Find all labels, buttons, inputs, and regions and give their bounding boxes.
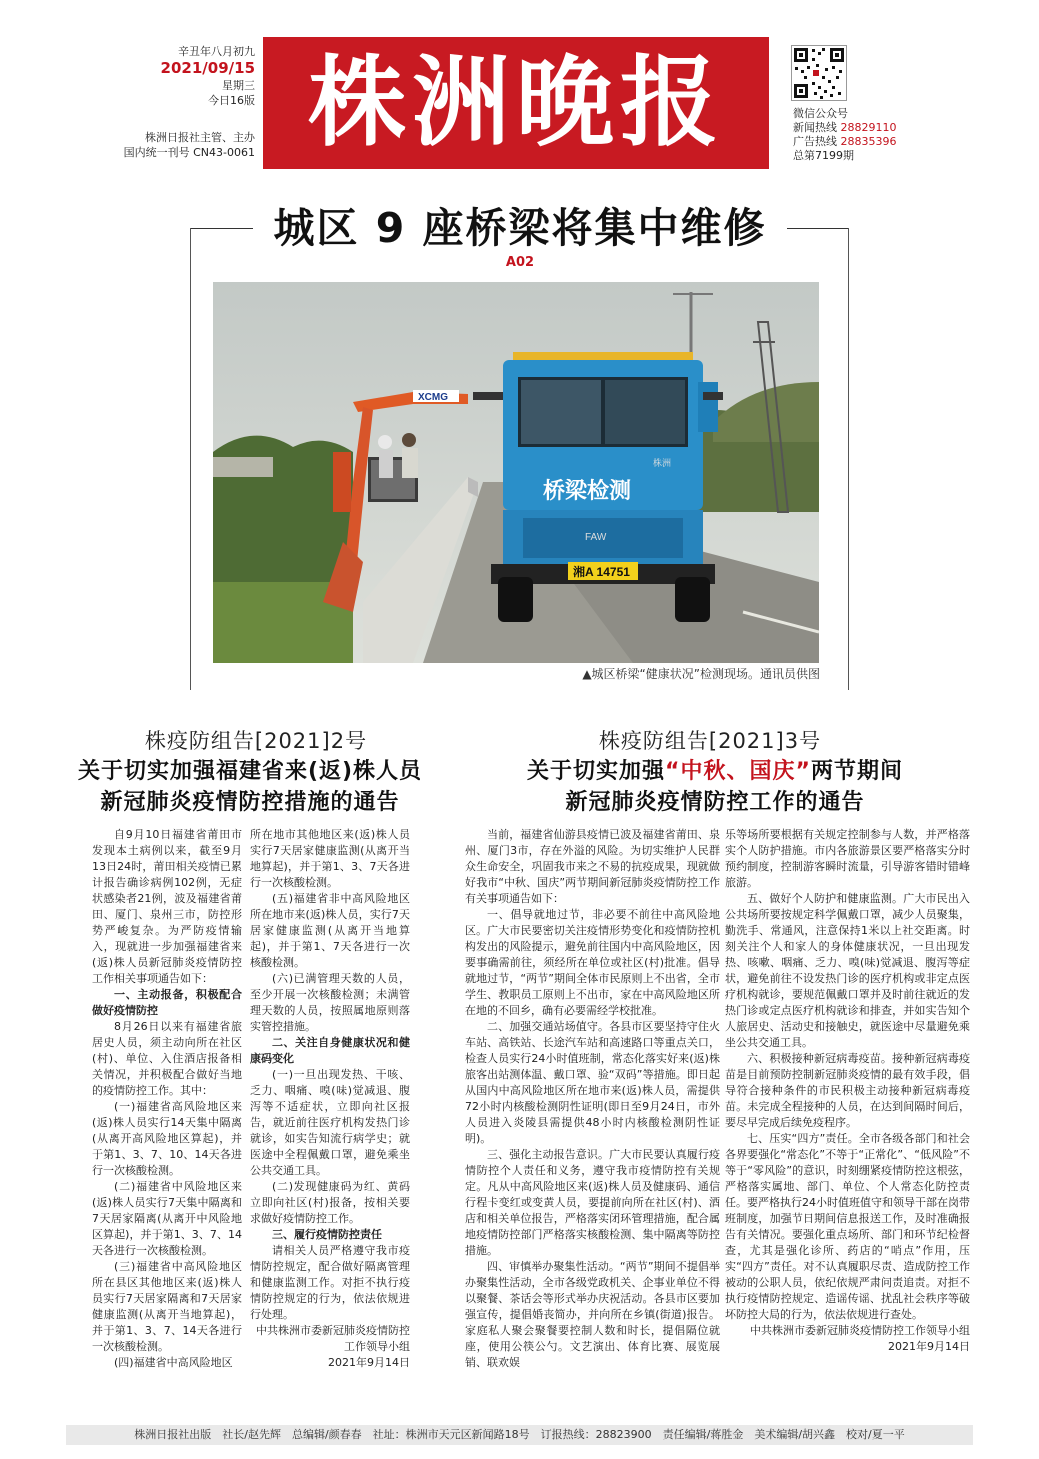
notice-right-col1: 当前，福建省仙游县疫情已波及福建省莆田、泉州、厦门3市，存在外溢的风险。为切实维护人民群众生命安全，巩固我市来之不易的抗疫成果，现就做好我市“中秋、国庆”两节期间新冠肺炎疫情防控工作有关事项通告如下： 一、倡导就地过节，非必要不前往中高风险地区。广大市民要密切关注疫情形势变化和疫情防控机构发出的风险提示，避免前往国内中高风险地区，因要事确需前往，须经所在单位或社区(村)批准。倡导就地过节，“两节”期间全体市民原则上不出省，全市学生、教职员工原则上不出市，家在中高风险地区所在地的不回乡，确有必要需经学校批准。 二、加强交通站场值守。各县市区要坚持守住火车站、高铁站、长途汽车站和高速路口等重点关口，检查人员实行24小时值班制，常态化落实好来(返)株旅客出站测体温、戴口罩、验“双码”等措施。即日起从国内中高风险地区所在地市来(返)株人员，需提供72小时内核酸检测阴性证明(即日至9月24日，市外人员进入炎陵县需提供48小时内核酸检测阴性证明)。 三、强化主动报告意识。广大市民要认真履行疫情防控个人责任和义务，遵守我市疫情防控有关规定。凡从中高风险地区来(返)株人员及健康码、通信行程卡变红或变黄人员，要提前向所在社区(村)、酒店和相关单位报告，严格落实闭环管理措施，配合属地疫情防控部门严格落实核酸检测、集中隔离等防控措施。 四、审慎举办聚集性活动。“两节”期间不提倡举办聚集性活动，全市各级党政机关、企事业单位不得以聚餐、茶话会等形式举办庆祝活动。各县市区要加强宣传，提倡婚丧简办，并向所在乡镇(街道)报告。家庭私人聚会聚餐要控制人数和时长，提倡隔位就座，使用公筷公勺。文艺演出、体育比赛、展览展销、联欢娱: [465, 828, 720, 1369]
notice-right-title: 关于切实加强“中秋、国庆”两节期间 新冠肺炎疫情防控工作的通告: [527, 759, 903, 815]
truck-text: 桥梁检测: [543, 479, 632, 504]
notice-left-col1: 自9月10日福建省莆田市发现本土病例以来，截至9月13日24时，莆田相关疫情已累计报告确诊病例102例，无症状感染者21例，波及福建省莆田、厦门、泉州三市，防控形势严峻复杂。为严防疫情输入，现就进一步加强福建省来(返)株人员新冠肺炎疫情防控工作相关事项通告如下： 一、主动报备，积极配合做好疫情防控 8月26日以来有福建省旅居史人员，须主动向所在社区(村)、单位、入住酒店报备相关情况，并积极配合做好当地的疫情防控工作。其中： (一)福建省高风险地区来(返)株人员实行14天集中隔离(从离开高风险地区算起)，并于第1、3、7、10、14天各进行一次核酸检测。 (二)福建省中风险地区来(返)株人员实行7天集中隔离和7天居家隔离(从离开中风险地区算起)，并于第1、3、7、14天各进行一次核酸检测。 (三)福建省中高风险地区所在县区其他地区来(返)株人员实行7天居家隔离和7天居家健康监测(从离开当地算起)，并于第1、3、7、14天各进行一次核酸检测。 (四)福建省中高风险地区: [92, 828, 242, 1369]
masthead-info-left: [124, 44, 255, 160]
lunar-date: 辛丑年八月初九: [178, 45, 255, 58]
grille-brand: FAW: [585, 532, 607, 543]
frame-right: [848, 228, 849, 690]
notice-right-number: 株疫防组告[2021]3号: [598, 729, 822, 753]
newspaper-title: 株洲晚报: [263, 37, 769, 169]
publisher: 株洲日报社主管、主办: [145, 131, 255, 144]
issue-date: 2021/09/15: [160, 59, 255, 77]
svg-text:株洲: 株洲: [653, 459, 672, 469]
frame-left: [190, 228, 191, 690]
license-plate: 湘A 14751: [573, 565, 630, 579]
page-reference: A02: [505, 255, 535, 270]
page-count: 今日16版: [208, 94, 255, 107]
headline: 城区 9 座桥梁将集中维修: [273, 204, 767, 252]
notice-left-title: 关于切实加强福建省来(返)株人员 新冠肺炎疫情防控措施的通告: [77, 759, 423, 815]
headline-rule-right: [787, 228, 849, 229]
footer-credits: 株洲日报社出版 社长/赵先辉 总编辑/颜春春 社址：株洲市天元区新闻路18号 订报热线：28823900 责任编辑/蒋胜金 美术编辑/胡兴鑫 校对/夏一平: [66, 1425, 973, 1445]
issue-number: 总第7199期: [793, 149, 854, 162]
weekday: 星期三: [222, 79, 255, 92]
wechat-label: 微信公众号: [793, 107, 848, 120]
bridge-inspection-photo: [213, 282, 819, 663]
news-hotline: 新闻热线 28829110: [793, 121, 897, 134]
notice-right-col2: 乐等场所要根据有关规定控制参与人数，并严格落实个人防护措施。市内各旅游景区要严格落实分时预约制度，控制游客瞬时流量，引导游客错时错峰旅游。 五、做好个人防护和健康监测。广大市民出入公共场所要按规定科学佩戴口罩，减少人员聚集，勤洗手、常通风，注意保持1米以上社交距离。时刻关注个人和家人的身体健康状况，一旦出现发热、咳嗽、咽痛、乏力、嗅(味)觉减退、腹泻等症状，避免前往不设发热门诊的医疗机构或非定点医疗机构就诊，要规范佩戴口罩并及时前往就近的发热门诊或定点医疗机构就诊和排查，并如实告知个人旅居史、活动史和接触史，就医途中尽量避免乘坐公共交通工具。 六、积极接种新冠病毒疫苗。接种新冠病毒疫苗是目前预防控制新冠肺炎疫情的最有效手段，倡导符合接种条件的市民积极主动接种新冠病毒疫苗。未完成全程接种的人员，在达到间隔时间后，要尽早完成后续免疫程序。 七、压实“四方”责任。全市各级各部门和社会各界要强化“常态化”不等于“正常化”、“低风险”不等于“零风险”的意识，时刻绷紧疫情防控这根弦，严格落实属地、部门、单位、个人常态化防控责任。要严格执行24小时值班值守和领导干部在岗带班制度，加强节日期间信息报送工作，及时准确报告有关情况。要强化重点场所、部门和环节纪检督查，尤其是强化诊所、药店的“哨点”作用，压实“四方”责任。对不认真履职尽责、造成防控工作被动的公职人员，依纪依规严肃问责追责。对拒不执行疫情防控规定、造谣传谣、扰乱社会秩序等破坏防控大局的行为，依法依规进行查处。 中共株洲市委新冠肺炎疫情防控工作领导小组 2021年9月14日: [725, 828, 970, 1353]
notice-left-number: 株疫防组告[2021]2号: [144, 729, 368, 753]
masthead-info-right: [793, 107, 897, 163]
cn-number: 国内统一刊号 CN43-0061: [123, 146, 255, 159]
photo-caption: ▲城区桥梁“健康状况”检测现场。通讯员供图: [582, 667, 820, 681]
ad-hotline: 广告热线 28835396: [793, 135, 897, 148]
notice-left-col2: 所在地市其他地区来(返)株人员实行7天居家健康监测(从离开当地算起)，并于第1、3、7天各进行一次核酸检测。 (五)福建省非中高风险地区所在地市来(返)株人员，实行7天居家健康监测(从离开当地算起)，并于第1、7天各进行一次核酸检测。 (六)已满管理天数的人员，至少开展一次核酸检测；未满管理天数的人员，按照属地原则落实管控措施。 二、关注自身健康状况和健康码变化 (一)一旦出现发热、干咳、乏力、咽痛、嗅(味)觉减退、腹泻等不适症状，立即向社区报告，就近前往医疗机构发热门诊就诊，如实告知流行病学史；就医途中全程佩戴口罩，避免乘坐公共交通工具。 (二)发现健康码为红、黄码立即向社区(村)报备，按相关要求做好疫情防控工作。 三、履行疫情防控责任 请相关人员严格遵守我市疫情防控规定，配合做好隔离管理和健康监测工作。对拒不执行疫情防控规定的行为，依法依规进行处理。 中共株洲市委新冠肺炎疫情防控工作领导小组 2021年9月14日: [250, 828, 410, 1369]
crane-brand: XCMG: [418, 392, 448, 403]
qr-code-icon: [791, 45, 847, 101]
headline-rule-left: [190, 228, 253, 229]
